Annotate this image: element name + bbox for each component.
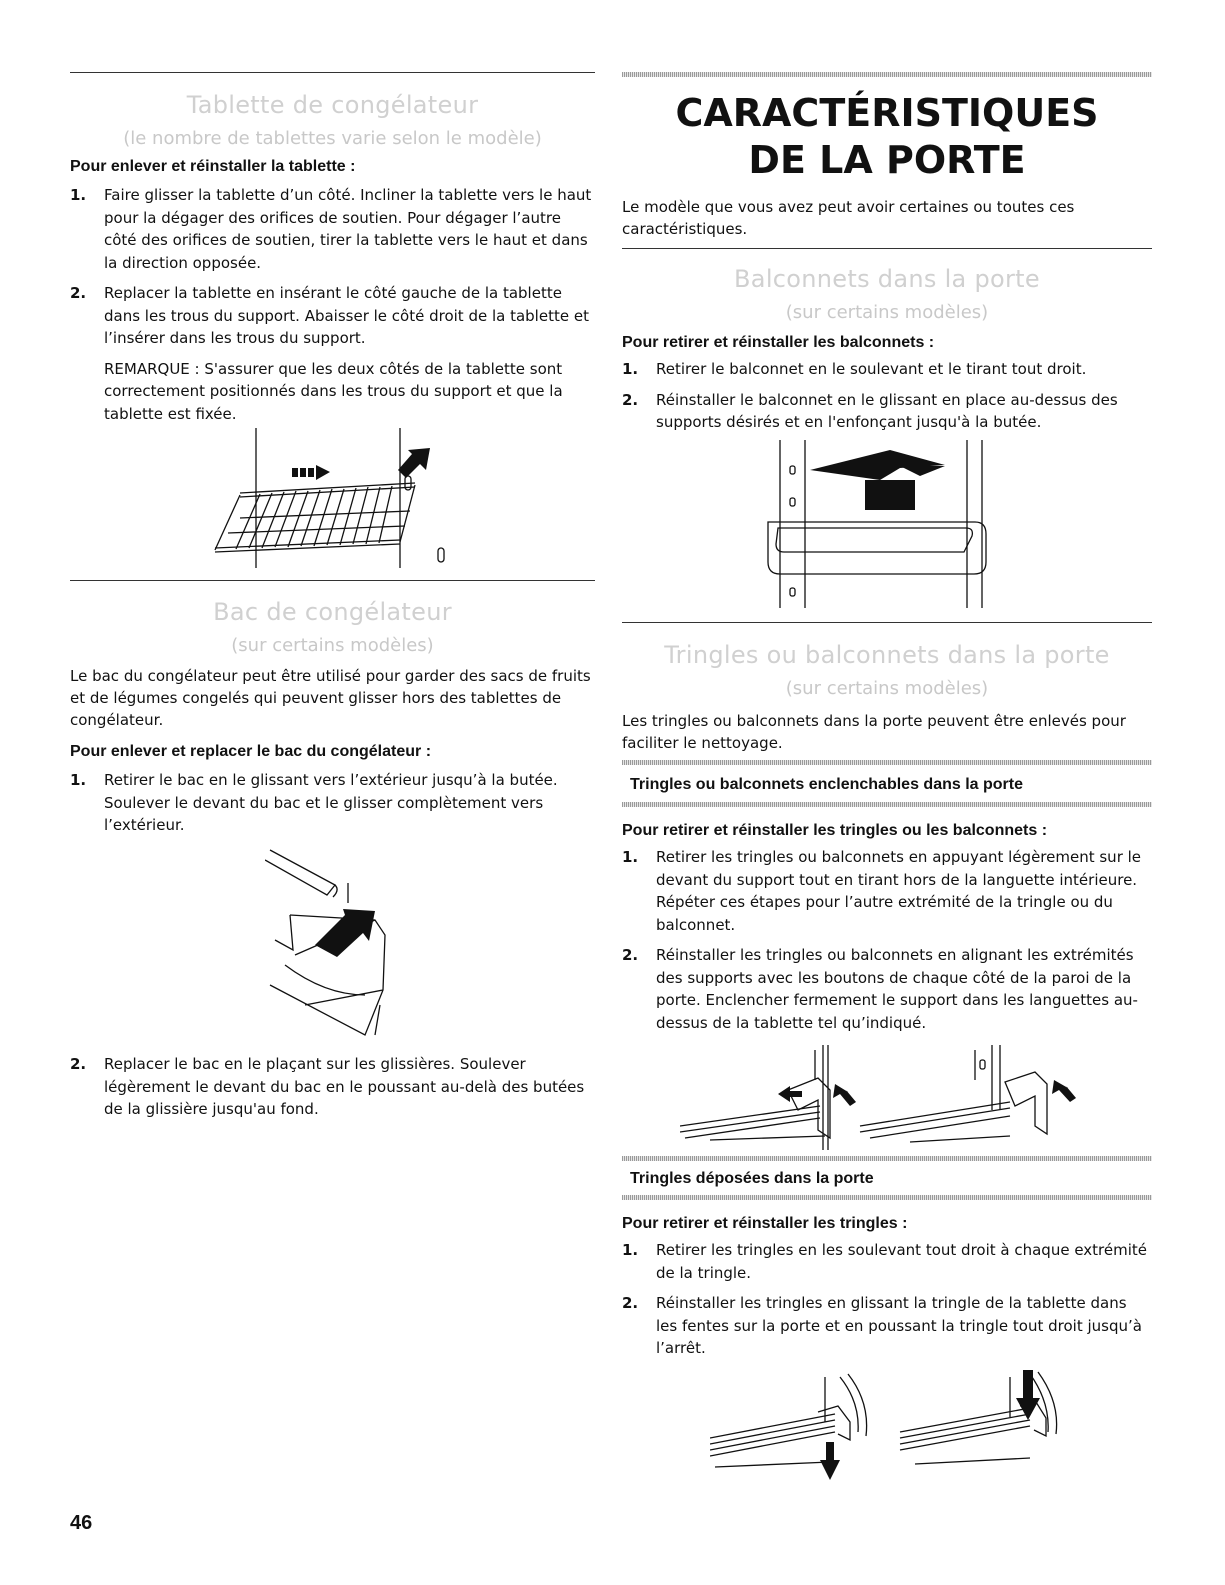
list-item: 1. Faire glisser la tablette d’un côté. Incliner la tablette vers le haut pour la dégager des orifices de soutien. Pour dégager l’autre côté des orifices de soutien, tirer la tablette vers le haut et dans la direction opposée. (70, 186, 592, 272)
snap-in-heading-bar (622, 774, 1152, 796)
list-item: 1. Retirer les tringles en les soulevant tout droit à chaque extrémité de la tringle. (622, 1241, 1148, 1282)
subsection-divider (622, 802, 1152, 807)
list-item: 2. Réinstaller les tringles ou balconnets en alignant les extrémités des supports avec les boutons de chaque côté de la paroi de la porte. Enclencher fermement le support dans les languettes au-dessus de la tablette tel qu’indiqué. (622, 946, 1138, 1032)
section-subtitle: (le nombre de tablettes varie selon le modèle) (123, 128, 542, 149)
steps-list (622, 358, 1152, 434)
subsection-divider (622, 760, 1152, 765)
section-title: Tringles ou balconnets dans la porte (664, 641, 1110, 669)
drop-in-procedure (622, 1213, 1152, 1368)
freezer-bin-illustration (265, 845, 465, 1045)
page-title-line1: CARACTÉRISTIQUES (675, 91, 1099, 135)
section-subtitle: (sur certains modèles) (231, 635, 434, 656)
intro-text: Le bac du congélateur peut être utilisé pour garder des sacs de fruits et de légumes congelés qui peuvent glisser hors des tablettes de congélateur. (70, 667, 591, 729)
door-bins-section (622, 264, 1152, 442)
freezer-shelf-illustration (200, 428, 470, 573)
snap-in-procedure (622, 820, 1152, 1042)
steps-list (70, 769, 595, 837)
freezer-bin-section (70, 597, 595, 845)
section-divider (622, 248, 1152, 249)
rails-section (622, 640, 1152, 754)
door-bin-illustration (760, 440, 1000, 610)
section-title: Bac de congélateur (213, 598, 452, 626)
freezer-shelf-section (70, 90, 595, 425)
snap-in-rail-illustration (680, 1040, 1100, 1150)
section-subtitle: (sur certains modèles) (785, 678, 989, 699)
freezer-bin-step2 (70, 1053, 595, 1129)
subsection-divider (622, 1195, 1152, 1200)
list-item: 2. Replacer le bac en le plaçant sur les glissières. Soulever légèrement le devant du bac en le poussant au-delà des butées de la glissière jusqu'au fond. (70, 1055, 585, 1118)
list-item: 1. Retirer le balconnet en le soulevant et le tirant tout droit. (622, 360, 1087, 378)
drop-in-rail-illustration (710, 1362, 1060, 1482)
list-item: 2. Replacer la tablette en insérant le côté gauche de la tablette dans les trous du support. Abaisser le côté droit de la tablette et l’insérer dans les trous du support. (70, 284, 589, 347)
procedure-title: Pour retirer et réinstaller les balconnets : (622, 334, 935, 351)
procedure-title: Pour enlever et réinstaller la tablette : (70, 158, 356, 175)
steps-list (622, 1239, 1152, 1360)
section-title: Tablette de congélateur (186, 91, 479, 119)
section-divider (622, 622, 1152, 623)
page-number: 46 (70, 1512, 93, 1534)
intro-text: Les tringles ou balconnets dans la porte peuvent être enlevés pour faciliter le nettoyage. (622, 712, 1126, 752)
list-item: 1. Retirer le bac en le glissant vers l’extérieur jusqu’à la butée. Soulever le devant du bac et le glisser complètement vers l’extérieur. (70, 771, 558, 834)
subsection-divider (622, 1156, 1152, 1161)
procedure-title: Pour enlever et replacer le bac du congélateur : (70, 743, 432, 760)
door-features-header (622, 90, 1152, 240)
list-item: 1. Retirer les tringles ou balconnets en appuyant légèrement sur le devant du support tout en tirant hors de la languette intérieure. Répéter ces étapes pour l’autre extrémité de la tringle ou du balconnet. (622, 848, 1142, 934)
steps-list (70, 1053, 595, 1121)
procedure-title: Pour retirer et réinstaller les tringles : (622, 1215, 908, 1232)
steps-list (622, 846, 1152, 1034)
steps-list (70, 184, 595, 350)
note-text: REMARQUE : S'assurer que les deux côtés de la tablette sont correctement positionnés dans les trous du support et que la tablette est fixée. (104, 359, 563, 423)
subsection-heading: Tringles déposées dans la porte (630, 1170, 874, 1187)
drop-in-heading-bar (622, 1168, 1152, 1190)
procedure-title: Pour retirer et réinstaller les tringles ou les balconnets : (622, 822, 1048, 839)
page-title-line2: DE LA PORTE (748, 138, 1026, 182)
section-divider (70, 72, 595, 73)
section-divider (622, 72, 1152, 77)
section-divider (70, 580, 595, 581)
list-item: 2. Réinstaller le balconnet en le glissant en place au-dessus des supports désirés et en l'enfonçant jusqu'à la butée. (622, 390, 1118, 431)
section-title: Balconnets dans la porte (734, 265, 1040, 293)
intro-text: Le modèle que vous avez peut avoir certaines ou toutes ces caractéristiques. (622, 198, 1075, 238)
section-subtitle: (sur certains modèles) (785, 302, 989, 323)
subsection-heading: Tringles ou balconnets enclenchables dans la porte (630, 776, 1023, 793)
list-item: 2. Réinstaller les tringles en glissant la tringle de la tablette dans les fentes sur la porte et en poussant la tringle tout droit jusqu’à l’arrêt. (622, 1294, 1142, 1357)
